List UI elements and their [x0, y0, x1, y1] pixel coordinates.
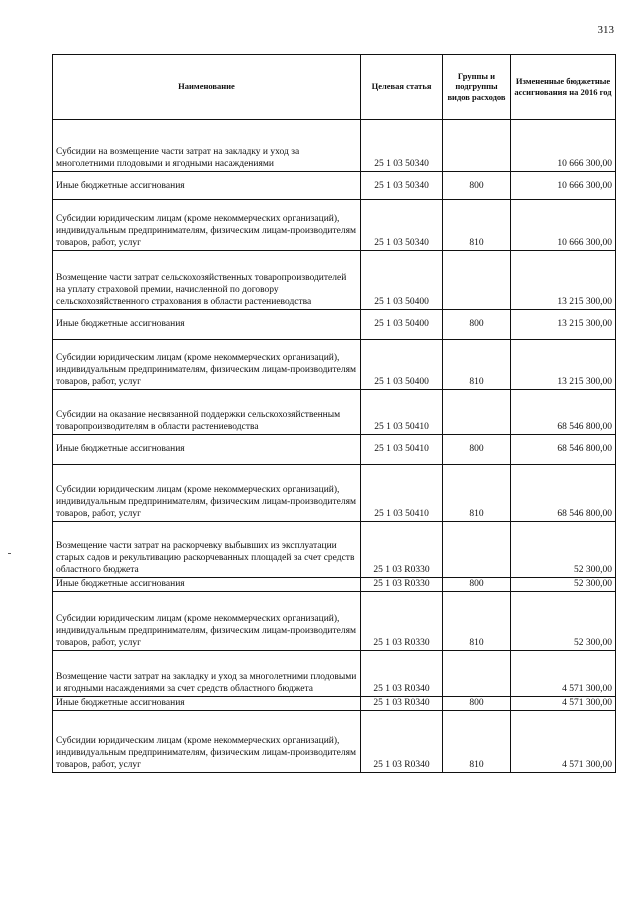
- row-name: Субсидии юридическим лицам (кроме некоммерческих организаций), индивидуальным предпринимателям, физическим лицам-производителям товаров, работ, услуг: [53, 200, 361, 251]
- row-code: 25 1 03 50340: [361, 120, 443, 172]
- row-group: 800: [443, 310, 511, 340]
- row-name: Субсидии на оказание несвязанной поддержки сельскохозяйственным товаропроизводителям в области растениеводства: [53, 390, 361, 435]
- table-row: [53, 697, 616, 711]
- row-code: 25 1 03 R0330: [361, 592, 443, 651]
- row-group: 810: [443, 340, 511, 390]
- row-group: [443, 651, 511, 697]
- row-group: 800: [443, 578, 511, 592]
- row-amount: 68 546 800,00: [511, 465, 616, 522]
- table-row: [53, 310, 616, 340]
- row-group: 810: [443, 465, 511, 522]
- row-group: [443, 251, 511, 310]
- row-code: 25 1 03 50410: [361, 435, 443, 465]
- table-row: [53, 465, 616, 522]
- header-expense-groups: Группы и подгруппы видов расходов: [443, 55, 511, 120]
- header-name: Наименование: [53, 55, 361, 120]
- row-code: 25 1 03 R0340: [361, 651, 443, 697]
- row-amount: 10 666 300,00: [511, 200, 616, 251]
- row-name: Субсидии юридическим лицам (кроме некоммерческих организаций), индивидуальным предпринимателям, физическим лицам-производителям товаров, работ, услуг: [53, 711, 361, 773]
- row-name: Возмещение части затрат сельскохозяйственных товаропроизводителей на уплату страховой премии, начисленной по договору сельскохозяйственного страхования в области растениеводства: [53, 251, 361, 310]
- table-row: [53, 340, 616, 390]
- table-row: [53, 251, 616, 310]
- row-amount: 13 215 300,00: [511, 340, 616, 390]
- row-name: Субсидии юридическим лицам (кроме некоммерческих организаций), индивидуальным предпринимателям, физическим лицам-производителям товаров, работ, услуг: [53, 592, 361, 651]
- row-group: 800: [443, 697, 511, 711]
- row-group: [443, 120, 511, 172]
- row-group: 810: [443, 592, 511, 651]
- budget-table: [52, 54, 616, 773]
- row-code: 25 1 03 R0330: [361, 522, 443, 578]
- row-amount: 4 571 300,00: [511, 697, 616, 711]
- table-row: [53, 592, 616, 651]
- row-name: Возмещение части затрат на раскорчевку выбывших из эксплуатации старых садов и рекультивацию раскорчеванных площадей за счет средств областного бюджета: [53, 522, 361, 578]
- row-amount: 68 546 800,00: [511, 435, 616, 465]
- row-amount: 4 571 300,00: [511, 711, 616, 773]
- row-amount: 52 300,00: [511, 592, 616, 651]
- row-name: Субсидии юридическим лицам (кроме некоммерческих организаций), индивидуальным предпринимателям, физическим лицам-производителям товаров, работ, услуг: [53, 465, 361, 522]
- row-name: Иные бюджетные ассигнования: [53, 578, 361, 592]
- table-row: [53, 711, 616, 773]
- row-code: 25 1 03 50340: [361, 200, 443, 251]
- row-group: 810: [443, 200, 511, 251]
- row-amount: 52 300,00: [511, 522, 616, 578]
- row-code: 25 1 03 R0340: [361, 697, 443, 711]
- row-code: 25 1 03 50410: [361, 465, 443, 522]
- row-amount: 13 215 300,00: [511, 251, 616, 310]
- row-code: 25 1 03 R0330: [361, 578, 443, 592]
- page-number: 313: [597, 24, 614, 36]
- row-code: 25 1 03 50400: [361, 310, 443, 340]
- row-amount: 13 215 300,00: [511, 310, 616, 340]
- margin-mark: [8, 553, 11, 554]
- row-amount: 68 546 800,00: [511, 390, 616, 435]
- row-name: Возмещение части затрат на закладку и уход за многолетними плодовыми и ягодными насаждениями за счет средств областного бюджета: [53, 651, 361, 697]
- row-group: 800: [443, 172, 511, 200]
- row-amount: 10 666 300,00: [511, 172, 616, 200]
- row-code: 25 1 03 50400: [361, 340, 443, 390]
- table-row: [53, 522, 616, 578]
- row-code: 25 1 03 50340: [361, 172, 443, 200]
- table-row: [53, 435, 616, 465]
- row-code: 25 1 03 50400: [361, 251, 443, 310]
- row-name: Субсидии на возмещение части затрат на закладку и уход за многолетними плодовыми и ягодными насаждениями: [53, 120, 361, 172]
- row-amount: 10 666 300,00: [511, 120, 616, 172]
- row-name: Иные бюджетные ассигнования: [53, 172, 361, 200]
- row-group: [443, 522, 511, 578]
- table-row: [53, 200, 616, 251]
- row-name: Иные бюджетные ассигнования: [53, 310, 361, 340]
- row-code: 25 1 03 R0340: [361, 711, 443, 773]
- row-name: Субсидии юридическим лицам (кроме некоммерческих организаций), индивидуальным предпринимателям, физическим лицам-производителям товаров, работ, услуг: [53, 340, 361, 390]
- table-row: [53, 390, 616, 435]
- table-row: [53, 578, 616, 592]
- table-row: [53, 651, 616, 697]
- row-name: Иные бюджетные ассигнования: [53, 697, 361, 711]
- header-amount-2016: Измененные бюджетные ассигнования на 2016 год: [511, 55, 616, 120]
- row-amount: 52 300,00: [511, 578, 616, 592]
- header-target-article: Целевая статья: [361, 55, 443, 120]
- row-amount: 4 571 300,00: [511, 651, 616, 697]
- row-group: 800: [443, 435, 511, 465]
- row-group: [443, 390, 511, 435]
- row-name: Иные бюджетные ассигнования: [53, 435, 361, 465]
- row-group: 810: [443, 711, 511, 773]
- table-header-row: [53, 55, 616, 120]
- table-row: [53, 172, 616, 200]
- table-row: [53, 120, 616, 172]
- row-code: 25 1 03 50410: [361, 390, 443, 435]
